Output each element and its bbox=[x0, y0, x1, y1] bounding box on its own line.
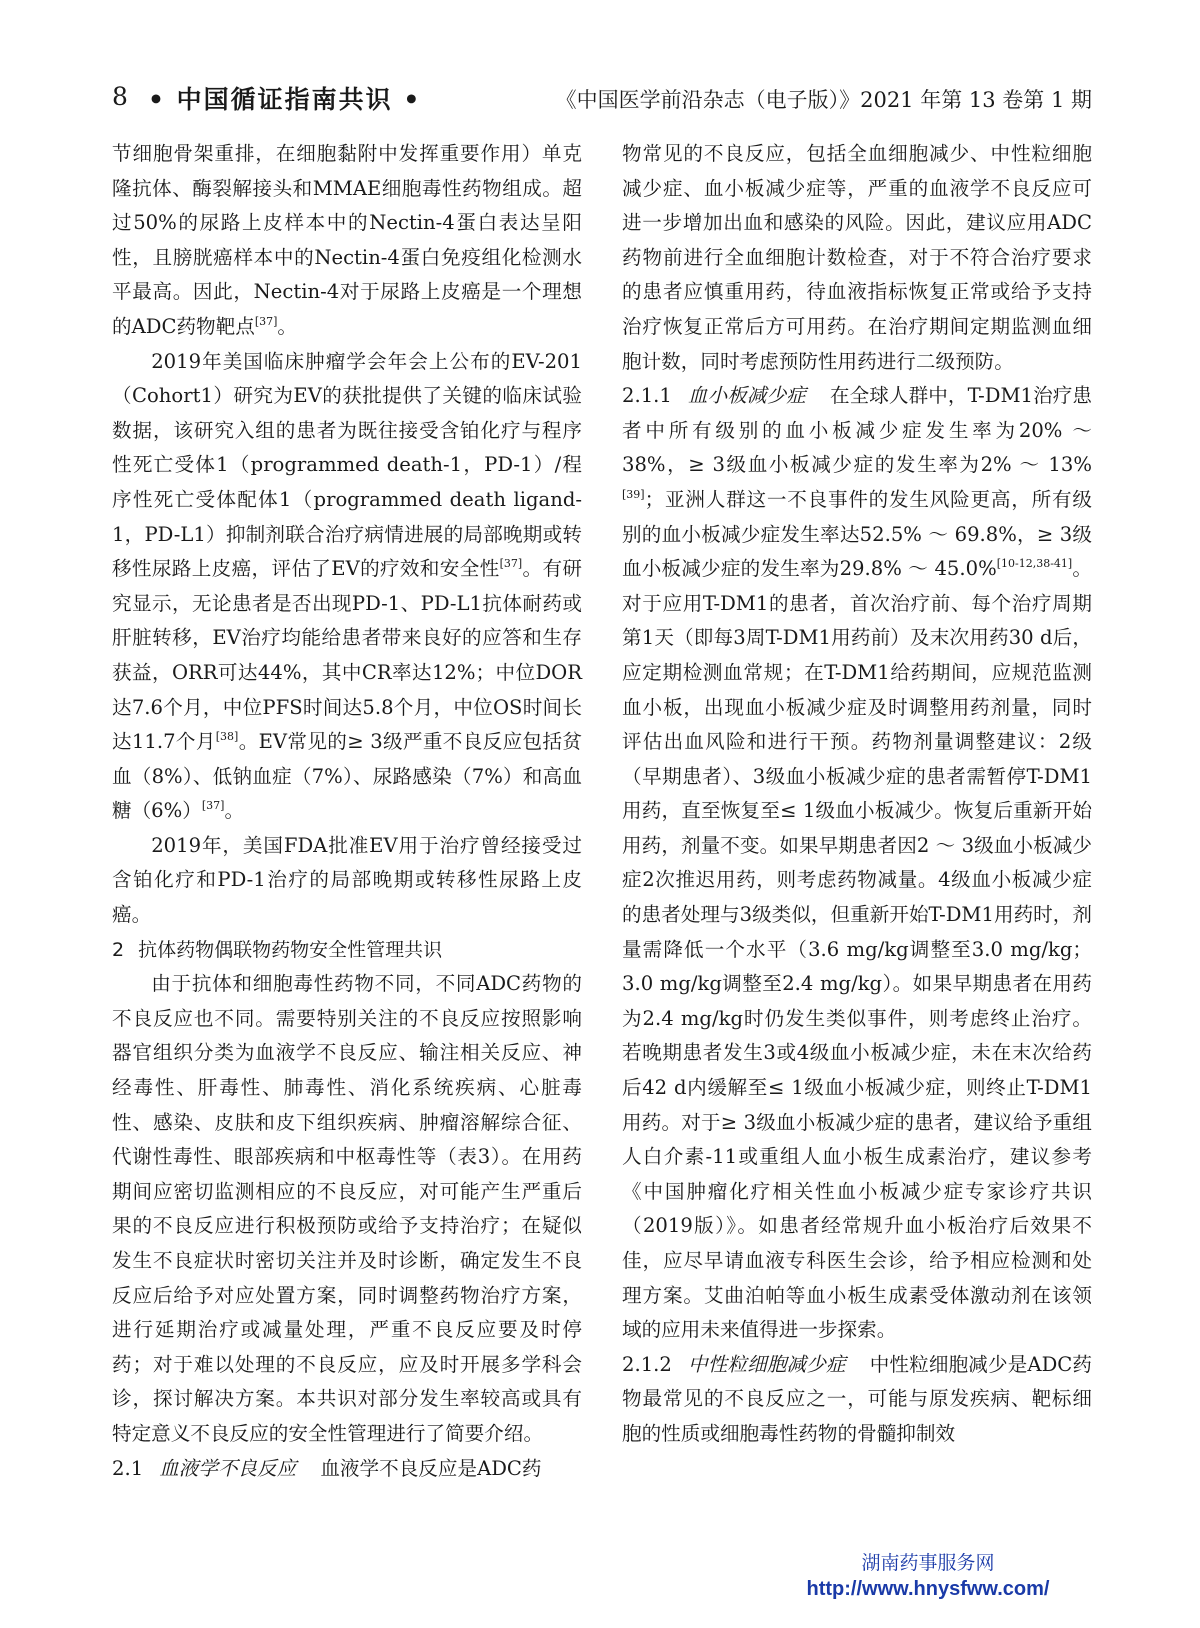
page-number: 8 bbox=[112, 82, 128, 111]
paragraph-ev201: 2019年美国临床肿瘤学会年会上公布的EV-201（Cohort1）研究为EV的获批提供了关键的临床试验数据，该研究入组的患者为既往接受含铂化疗与程序性死亡受体1（programmed death-1，PD-1）/程序性死亡受体配体1（programmed death ligand-1，PD-L1）抑制剂联合治疗病情进展的局部晚期或转移性尿路上皮癌，评估了EV的疗效和安全性[37]。有研究显示，无论患者是否出现PD-1、PD-L1抗体耐药或肝脏转移，EV治疗均能给患者带来良好的应答和生存获益，ORR可达44%，其中CR率达12%；中位DOR达7.6个月，中位PFS时间达5.8个月，中位OS时间长达11.7个月[38]。EV常见的≥ 3级严重不良反应包括贫血（8%）、低钠血症（7%）、尿路感染（7%）和高血糖（6%）[37]。 bbox=[112, 349, 583, 823]
citation: [38] bbox=[215, 730, 239, 744]
citation: [39] bbox=[622, 487, 645, 501]
citation: [37] bbox=[201, 799, 225, 813]
journal-section-title: • 中国循证指南共识 • bbox=[148, 85, 422, 114]
running-header bbox=[112, 80, 1092, 122]
right-column bbox=[622, 137, 1092, 1452]
citation: [37] bbox=[499, 557, 523, 571]
paragraph-safety-overview: 由于抗体和细胞毒性药物不同，不同ADC药物的不良反应也不同。需要特别关注的不良反应按照影响器官组织分类为血液学不良反应、输注相关反应、神经毒性、肝毒性、肺毒性、消化系统疾病、心脏毒性、感染、皮肤和皮下组织疾病、肿瘤溶解综合征、代谢性毒性、眼部疾病和中枢毒性等（表3）。在用药期间应密切监测相应的不良反应，对可能产生严重后果的不良反应进行积极预防或给予支持治疗；在疑似发生不良症状时密切关注并及时诊断，确定发生不良反应后给予对应处置方案，同时调整药物治疗方案，进行延期治疗或减量处理，严重不良反应要及时停药；对于难以处理的不良反应，应及时开展多学科会诊，探讨解决方案。本共识对部分发生率较高或具有特定意义不良反应的安全性管理进行了简要介绍。 bbox=[112, 972, 582, 1445]
citation: [37] bbox=[254, 314, 278, 328]
paragraph-nectin4: 节细胞骨架重排，在细胞黏附中发挥重要作用）单克隆抗体、酶裂解接头和MMAE细胞毒性药物组成。超过50%的尿路上皮样本中的Nectin-4蛋白表达呈阳性，且膀胱癌样本中的Nectin-4蛋白免疫组化检测水平最高。因此，Nectin-4对于尿路上皮癌是一个理想的ADC药物靶点[37]。 bbox=[112, 142, 582, 338]
journal-issue-info: 《中国医学前沿杂志（电子版）》2021 年第 13 卷第 1 期 bbox=[555, 88, 1092, 112]
paragraph-fda-approval: 2019年，美国FDA批准EV用于治疗曾经接受过含铂化疗和PD-1治疗的局部晚期或转移性尿路上皮癌。 bbox=[112, 833, 582, 927]
subsection-2-1-1: 2.1.1 血小板减少症 在全球人群中，T-DM1治疗患者中所有级别的血小板减少症发生率为20% ～ 38%，≥ 3级血小板减少症的发生率为2% ～ 13%[39]；亚洲人群这一不良事件的发生风险更高，所有级别的血小板减少症发生率达52.5% ～ 69.8%，≥ 3级血小板减少症的发生率为29.8% ～ 45.0%[10-12,38-41]。对于应用T-DM1的患者，首次治疗前、每个治疗周期第1天（即每3周T-DM1用药前）及末次用药30 d后，应定期检测血常规；在T-DM1给药期间，应规范监测血小板，出现血小板减少症及时调整用药剂量，同时评估出血风险和进行干预。药物剂量调整建议：2级（早期患者）、3级血小板减少症的患者需暂停T-DM1用药，直至恢复至≤ 1级血小板减少。恢复后重新开始用药，剂量不变。如果早期患者因2 ～ 3级血小板减少症2次推迟用药，则考虑药物减量。4级血小板减少症的患者处理与3级类似，但重新开始T-DM1用药时，剂量需降低一个水平（3.6 mg/kg调整至3.0 mg/kg；3.0 mg/kg调整至2.4 mg/kg）。如果早期患者在用药为2.4 mg/kg时仍发生类似事件，则考虑终止治疗。若晚期患者发生3或4级血小板减少症，未在末次给药后42 d内缓解至≤ 1级血小板减少症，则终止T-DM1用药。对于≥ 3级血小板减少症的患者，建议给予重组人白介素-11或重组人血小板生成素治疗，建议参考《中国肿瘤化疗相关性血小板减少症专家诊疗共识（2019版）》。如患者经常规升血小板治疗后效果不佳，应尽早请血液专科医生会诊，给予相应检测和处理方案。艾曲泊帕等血小板生成素受体激动剂在该领域的应用未来值得进一步探索。 bbox=[622, 384, 1093, 1342]
left-column bbox=[112, 137, 582, 1486]
section-heading-2: 2 抗体药物偶联物药物安全性管理共识 bbox=[112, 938, 443, 961]
watermark-footer bbox=[778, 1550, 1078, 1602]
site-url[interactable]: http://www.hnysfww.com/ bbox=[806, 1578, 1050, 1600]
citation: [10-12,38-41] bbox=[996, 557, 1073, 571]
site-name: 湖南药事服务网 bbox=[861, 1552, 995, 1574]
subsection-2-1-2: 2.1.2 中性粒细胞减少症 中性粒细胞减少是ADC药物最常见的不良反应之一，可能与原发疾病、靶标细胞的性质或细胞毒性药物的骨髓抑制效 bbox=[622, 1352, 1092, 1445]
subsection-2-1: 2.1 血液学不良反应 血液学不良反应是ADC药 bbox=[112, 1456, 542, 1480]
paragraph-hematologic: 物常见的不良反应，包括全血细胞减少、中性粒细胞减少症、血小板减少症等，严重的血液学不良反应可进一步增加出血和感染的风险。因此，建议应用ADC药物前进行全血细胞计数检查，对于不符合治疗要求的患者应慎重用药，待血液指标恢复正常或给予支持治疗恢复正常后方可用药。在治疗期间定期监测血细胞计数，同时考虑预防性用药进行二级预防。 bbox=[622, 142, 1092, 373]
